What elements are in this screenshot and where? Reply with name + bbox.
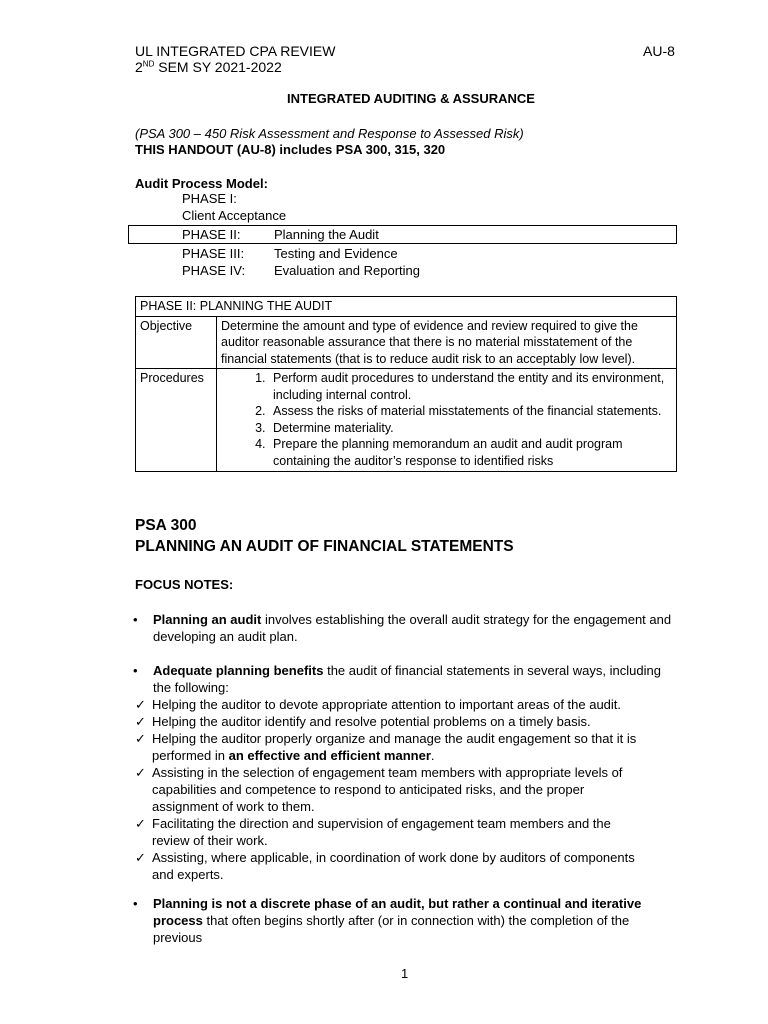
bullet-dot-icon: •: [133, 663, 138, 678]
phase4-text: Evaluation and Reporting: [274, 263, 420, 278]
bullet-dot-icon: •: [133, 896, 138, 911]
check-item: ✓ Facilitating the direction and supervision of engagement team members and the review of their work.: [135, 816, 611, 848]
focus-notes-heading: FOCUS NOTES:: [135, 577, 234, 592]
benefits-checklist: [135, 696, 645, 883]
procedure-item: 3. Determine materiality.: [269, 420, 672, 437]
bullet-continual-process: • Planning is not a discrete phase of an audit, but rather a continual and iterative process that often begins shortly after (or in connection with) the completion of the previous: [133, 896, 642, 945]
checkmark-icon: ✓: [135, 731, 146, 746]
phase2-table: [135, 296, 677, 472]
checkmark-icon: ✓: [135, 765, 146, 780]
phase4-label: PHASE IV:: [182, 263, 246, 278]
checkmark-icon: ✓: [135, 850, 146, 865]
procedures-list: [221, 370, 672, 469]
handout-line: THIS HANDOUT (AU-8) includes PSA 300, 315, 320: [135, 142, 446, 157]
check-item: ✓ Helping the auditor identify and resolve potential problems on a timely basis.: [135, 714, 591, 729]
bullet-adequate-planning: • Adequate planning benefits the audit of financial statements in several ways, including the following: ✓ Helping the auditor to devote appropriate attention to important areas of the audit. ✓ Helping the auditor identify and resolve potential problems on a timely basis. ✓ Helping the auditor properly organize and manage the audit engagement so that it is performed in an effective and efficient manner. ✓ Assisting in the selection of engagement team members with appropriate levels of capabilities and competence to respond to anticipated risks, and the proper assignment of work to them. ✓ Facilitating the direction and supervision of engagement team members and the review of their work. ✓ Assisting, where applicable, in coordination of work done by auditors of components and experts.: [133, 663, 661, 882]
audit-model-heading: Audit Process Model:: [135, 176, 268, 191]
page-number: 1: [401, 966, 409, 981]
phase1-text: Client Acceptance: [182, 208, 287, 223]
bullet-planning-an-audit: • Planning an audit involves establishing the overall audit strategy for the engagement and developing an audit plan.: [133, 612, 672, 644]
procedure-item: 2. Assess the risks of material misstatements of the financial statements.: [269, 403, 672, 420]
phase3-text: Testing and Evidence: [274, 246, 398, 261]
procedures-label: Procedures: [136, 369, 217, 472]
procedures-cell: [217, 369, 677, 472]
procedure-item: 1. Perform audit procedures to understand the entity and its environment, including internal control.: [269, 370, 672, 403]
check-item: ✓ Assisting, where applicable, in coordination of work done by auditors of components and experts.: [135, 850, 635, 882]
check-item: ✓ Helping the auditor properly organize and manage the audit engagement so that it is performed in an effective and efficient manner.: [135, 731, 637, 763]
objective-label: Objective: [136, 316, 217, 369]
phase1-label: PHASE I:: [182, 191, 237, 206]
checkmark-icon: ✓: [135, 697, 146, 712]
phase3-label: PHASE III:: [182, 246, 245, 261]
subtitle-italic: (PSA 300 – 450 Risk Assessment and Response to Assessed Risk): [135, 126, 524, 141]
bullet-dot-icon: •: [133, 612, 138, 627]
phase2-label: PHASE II:: [182, 227, 241, 242]
objective-text: Determine the amount and type of evidence and review required to give the auditor reasonable assurance that there is no material misstatement of the financial statements (that is to reduce audit risk to an acceptably low level).: [217, 316, 677, 369]
header-code: AU-8: [643, 43, 675, 59]
check-item: ✓ Helping the auditor to devote appropriate attention to important areas of the audit.: [135, 697, 622, 712]
checkmark-icon: ✓: [135, 816, 146, 831]
phase2-table-heading: PHASE II: PLANNING THE AUDIT: [136, 297, 677, 317]
header-semester: 2ND SEM SY 2021-2022: [135, 59, 282, 75]
psa-number: PSA 300: [135, 517, 197, 534]
check-item: ✓ Assisting in the selection of engagement team members with appropriate levels of capabilities and competence to respond to anticipated risks, and the proper assignment of work to them.: [135, 765, 623, 814]
procedure-item: 4. Prepare the planning memorandum an audit and audit program containing the auditor’s response to identified risks: [269, 436, 672, 469]
header-left: UL INTEGRATED CPA REVIEW: [135, 43, 336, 59]
checkmark-icon: ✓: [135, 714, 146, 729]
psa-title: PLANNING AN AUDIT OF FINANCIAL STATEMENTS: [135, 538, 514, 555]
phase2-text: Planning the Audit: [274, 227, 379, 242]
document-title: INTEGRATED AUDITING & ASSURANCE: [287, 91, 535, 106]
